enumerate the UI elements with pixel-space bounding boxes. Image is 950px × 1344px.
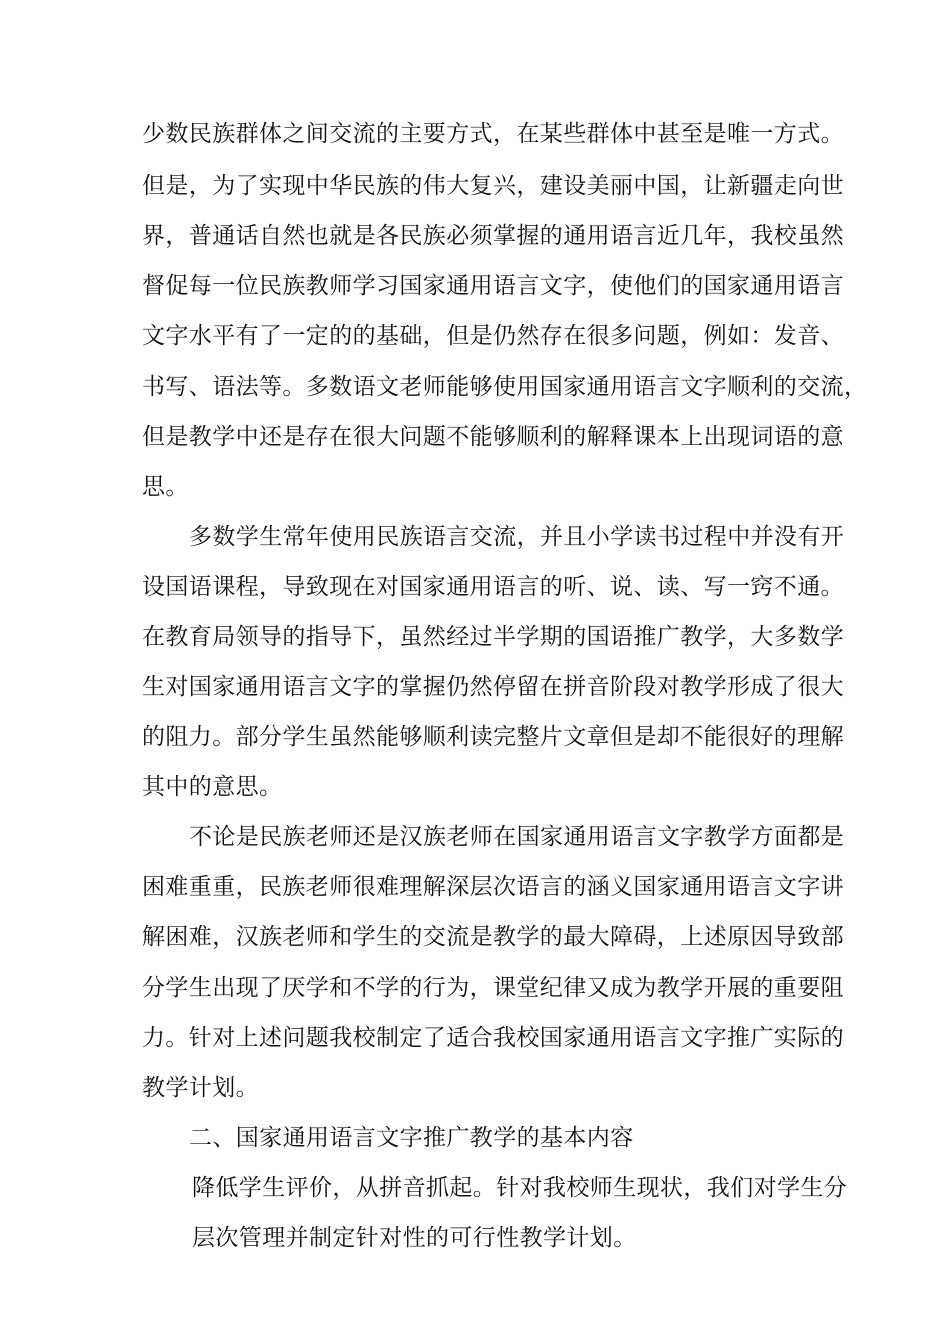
body-line-8: 思。 <box>142 474 189 500</box>
body-line-18: 分学生出现了厌学和不学的行为，课堂纪律又成为教学开展的重要阻 <box>142 975 844 1001</box>
body-line-2: 但是，为了实现中华民族的伟大复兴，建设美丽中国，让新疆走向世 <box>142 173 844 199</box>
body-line-20: 教学计划。 <box>142 1075 259 1101</box>
body-line-3: 界，普通话自然也就是各民族必须掌握的通用语言近几年，我校虽然 <box>142 223 844 249</box>
body-line-7: 但是教学中还是存在很大问题不能够顺利的解释课本上出现词语的意 <box>142 424 844 450</box>
body-line-14: 其中的意思。 <box>142 774 283 800</box>
body-line-17: 解困难，汉族老师和学生的交流是教学的最大障碍，上述原因导致部 <box>142 924 844 950</box>
body-line-10: 设国语课程，导致现在对国家通用语言的听、说、读、写一窍不通。 <box>142 574 844 600</box>
section-heading: 二、国家通用语言文字推广教学的基本内容 <box>189 1125 634 1151</box>
body-line-16: 困难重重，民族老师很难理解深层次语言的涵义国家通用语言文字讲 <box>142 874 844 900</box>
body-line-11: 在教育局领导的指导下，虽然经过半学期的国语推广教学，大多数学 <box>142 624 844 650</box>
body-line-12: 生对国家通用语言文字的掌握仍然停留在拼音阶段对教学形成了很大 <box>142 674 844 700</box>
body-line-15: 不论是民族老师还是汉族老师在国家通用语言文字教学方面都是 <box>189 824 845 850</box>
body-line-22: 降低学生评价，从拼音抓起。针对我校师生现状，我们对学生分 <box>192 1175 848 1201</box>
body-line-13: 的阻力。部分学生虽然能够顺利读完整片文章但是却不能很好的理解 <box>142 724 844 750</box>
body-line-4: 督促每一位民族教师学习国家通用语言文字，使他们的国家通用语言 <box>142 273 844 299</box>
body-line-23: 层次管理并制定针对性的可行性教学计划。 <box>192 1225 637 1251</box>
body-line-6: 书写、语法等。多数语文老师能够使用国家通用语言文字顺利的交流， <box>142 374 868 400</box>
body-line-19: 力。针对上述问题我校制定了适合我校国家通用语言文字推广实际的 <box>142 1025 844 1051</box>
body-line-5: 文字水平有了一定的的基础，但是仍然存在很多问题，例如：发音、 <box>142 323 844 349</box>
body-line-9: 多数学生常年使用民族语言交流，并且小学读书过程中并没有开 <box>189 524 845 550</box>
body-line-1: 少数民族群体之间交流的主要方式，在某些群体中甚至是唯一方式。 <box>142 121 844 147</box>
